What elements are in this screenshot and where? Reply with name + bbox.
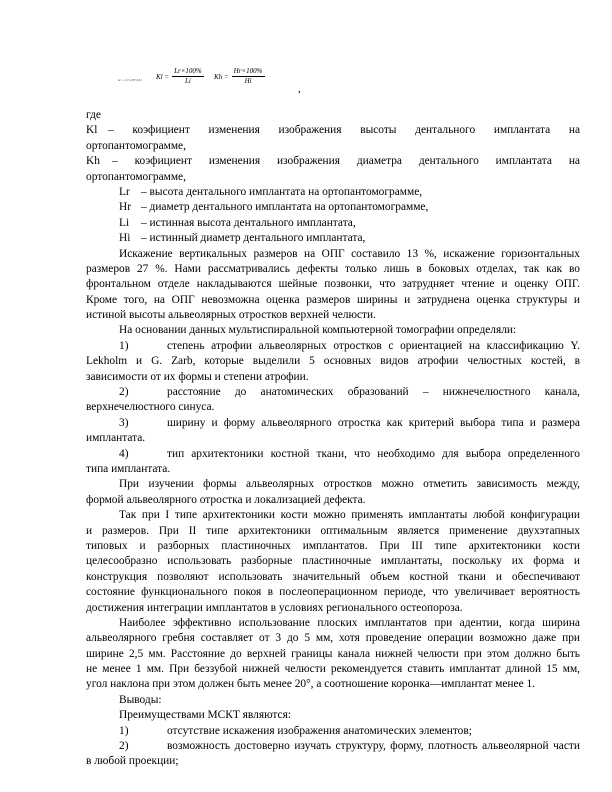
paragraph-line: конструкция позволяют использовать значительный объем костной ткани и обеспечивают (86, 570, 580, 583)
paragraph-line: не менее 1 мм. При беззубой нижней челюсти рекомендуется ставить имплантат длиной 15 мм, (86, 663, 580, 676)
paragraph-line: Искажение вертикальных размеров на ОПГ составило 13 %, искажение горизонтальных (119, 247, 580, 260)
list-item-cont: типа имплантата. (86, 462, 171, 475)
formula-kl-numerator: Lr×100% (174, 67, 202, 75)
def-text: – диаметр дентального имплантата на ортопантомограмме, (141, 201, 429, 214)
def-symbol: Li (119, 216, 130, 229)
list-item-cont: Lekholm и G. Zarb, которые выделили 5 основных видов атрофии челюстных костей, в (86, 355, 580, 368)
conclusions-heading: Выводы: (119, 693, 162, 706)
list-item-text: степень атрофии альвеолярных отростков с ориентацией на классификацию Y. (167, 339, 580, 352)
paragraph-line: целесообразно использовать разборные пластиночные имплантаты, поскольку их форма и (86, 555, 580, 568)
kh-definition (86, 154, 580, 169)
list-item-text: отсутствие искажения изображения анатомических элементов; (167, 724, 472, 737)
def-li (86, 216, 580, 231)
kl-definition (86, 123, 580, 138)
formula-kl-lhs: Kl = (156, 72, 170, 81)
formula-kl-denominator: Li (185, 77, 191, 85)
kh-symbol: Kh (86, 155, 100, 168)
kl-text-cont: ортопантомограмме, (86, 139, 186, 152)
formula-small: ki = Li×100%/Li (118, 78, 142, 82)
def-hi (86, 231, 580, 246)
list-item-text: расстояние до анатомических образований – нижнечелюстного канала, (167, 386, 580, 399)
paragraph-line: ширине 2,5 мм. Расстояние до верхней границы канала нижней челюсти при этом должно быть (86, 647, 580, 660)
list-item-number: 4) (119, 447, 129, 460)
list-item-number: 3) (119, 416, 129, 429)
paragraph-line: состояние функционального покоя в послеоперационном периоде, что увеличивает вероятность (86, 586, 580, 599)
formula-kh-fraction (232, 68, 265, 85)
list-item-number: 1) (119, 724, 129, 737)
advantages-heading: Преимуществами МСКТ являются: (119, 709, 292, 722)
def-symbol: Hr (119, 201, 132, 214)
list-item (86, 339, 580, 354)
list-item (86, 739, 580, 754)
def-symbol: Hi (119, 232, 131, 245)
kh-text: – коэфициент изменения изображения диаметра дентального имплантата на (112, 155, 580, 168)
paragraph-line: Так при I типе архитектоники кости можно применять имплантаты любой конфигурации (119, 509, 580, 522)
formula-kl (156, 68, 204, 85)
paragraph-line: типовых и разборных пластиночных имплантатов. При III типе архитектоники кости (86, 539, 580, 552)
def-hr (86, 200, 580, 215)
paragraph-line: истиной высоты альвеолярных отростков верхней челюсти. (86, 309, 376, 322)
list-item-cont: в любой проекции; (86, 755, 179, 768)
list-item-number: 1) (119, 339, 129, 352)
list-item-text: ширину и форму альвеолярного отростка как критерий выбора типа и размера (167, 416, 580, 429)
def-lr (86, 185, 580, 200)
paragraph-line: достижения интеграции имплантатов в условиях регионального остеопороза. (86, 601, 463, 614)
list-item (86, 724, 580, 739)
paragraph-line: размеров 27 %. Нами рассматривались дефекты только лишь в боковых отделах, так как во (86, 262, 580, 275)
kl-text: – коэфициент изменения изображения высоты дентального имплантата на (108, 124, 580, 137)
paragraph-line: На основании данных мультиспиральной компьютерной томографии определяли: (119, 324, 517, 337)
list-item-text: возможность достоверно изучать структуру, форму, плотность альвеолярной части (167, 740, 580, 753)
def-symbol: Lr (119, 185, 130, 198)
formula-kh-denominator: Hi (244, 77, 252, 85)
paragraph-line: и размеров. При II типе архитектоники оптимальным является применение двухэтапных (86, 524, 580, 537)
paragraph-line: формой альвеолярного отростка и локализацией дефекта. (86, 493, 366, 506)
paragraph-line: При изучении формы альвеолярных отростков можно отметить зависимость между, (119, 478, 580, 491)
body-text (86, 108, 580, 770)
list-item (86, 447, 580, 462)
list-item-number: 2) (119, 386, 129, 399)
formula-kh-lhs: Kh = (214, 72, 229, 81)
paragraph-line: Кроме того, на ОПГ невозможна оценка размеров ширины и затруднена оценка структуры и (86, 293, 580, 306)
list-item-cont: зависимости от их формы и степени атрофии. (86, 370, 309, 383)
formula-kh-numerator: Hr×100% (233, 67, 263, 75)
where-label: где (86, 109, 101, 121)
list-item (86, 416, 580, 431)
paragraph-line: альвеолярного гребня составляет от 3 до 5 мм, хотя проведение операции возможно даже при (86, 632, 580, 645)
def-text: – высота дентального имплантата на ортопантомограмме, (141, 185, 423, 198)
list-item-text: тип архитектоники костной ткани, что необходимо для выбора определенного (167, 447, 580, 460)
formula-line (118, 68, 418, 94)
def-text: – истинный диаметр дентального имплантата, (141, 232, 366, 245)
list-item-cont: имплантата. (86, 432, 146, 445)
formula-kl-fraction (172, 68, 204, 85)
def-text: – истинная высота дентального имплантата, (141, 216, 356, 229)
formula-comma: , (298, 83, 301, 95)
formula-kh (214, 68, 265, 85)
list-item-number: 2) (119, 740, 129, 753)
paragraph-line: фронтальном отделе накладываются шейные позвонки, что затрудняет чтение и оценку ОПГ. (86, 278, 580, 291)
kh-text-cont: ортопантомограмме, (86, 170, 186, 183)
list-item (86, 385, 580, 400)
list-item-cont: верхнечелюстного синуса. (86, 401, 215, 414)
paragraph-line: Наиболее эффективно использование плоских имплантатов при адентии, когда ширина (119, 616, 580, 629)
kl-symbol: Kl (86, 124, 98, 137)
paragraph-line: угол наклона при этом должен быть менее 20°, а соотношение коронка—имплантат менее 1. (86, 678, 536, 691)
